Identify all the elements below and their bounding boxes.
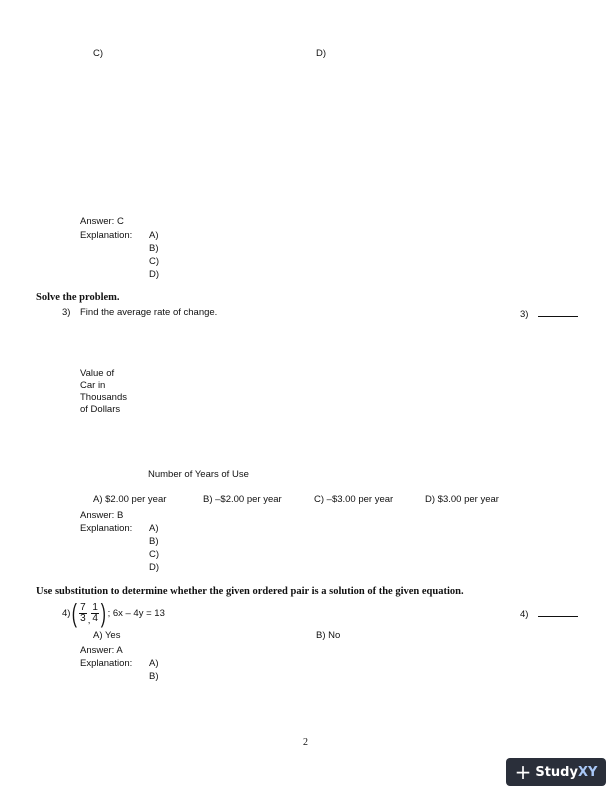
studyxy-badge[interactable] xyxy=(506,758,606,786)
fraction-y-denominator: 4 xyxy=(92,612,98,624)
prev-option-c: C) xyxy=(93,48,104,59)
q3-choice-d: D) $3.00 per year xyxy=(425,494,499,505)
fraction-x-numerator: 7 xyxy=(80,601,86,613)
q3-answer-blank xyxy=(520,307,578,320)
prev-explanation-d: D) xyxy=(149,269,160,280)
q3-explanation-b: B) xyxy=(149,536,159,547)
fraction-x xyxy=(79,603,87,624)
q3-explanation-c: C) xyxy=(149,549,160,560)
fraction-x-denominator: 3 xyxy=(80,612,86,624)
fraction-y xyxy=(91,603,99,624)
q4-answer: Answer: A xyxy=(80,645,123,656)
q3-text: Find the average rate of change. xyxy=(80,307,218,318)
plus-icon: + xyxy=(514,760,532,784)
q3-choice-c: C) –$3.00 per year xyxy=(314,494,394,505)
q3-choice-b: B) –$2.00 per year xyxy=(203,494,282,505)
q3-choice-a: A) $2.00 per year xyxy=(93,494,167,505)
q3-explanation-a: A) xyxy=(149,523,159,534)
prev-explanation-a: A) xyxy=(149,230,159,241)
q4-explanation-a: A) xyxy=(149,658,159,669)
q3-x-axis-label: Number of Years of Use xyxy=(148,469,249,480)
answer-line xyxy=(538,307,578,317)
fraction-y-numerator: 1 xyxy=(92,601,98,613)
y-label-line-3: Thousands xyxy=(80,392,128,403)
q3-number: 3) xyxy=(62,307,71,318)
q3-y-axis-label xyxy=(80,368,127,416)
ordered-pair xyxy=(70,600,107,626)
section-instruction-substitution: Use substitution to determine whether the given ordered pair is a solution of the given equation. xyxy=(36,586,464,597)
page-number: 2 xyxy=(303,737,308,748)
pair-comma: , xyxy=(87,615,91,626)
left-paren: ( xyxy=(72,598,78,628)
y-label-line-2: Car in xyxy=(80,380,106,391)
q4-prompt xyxy=(62,598,165,628)
y-label-line-4: of Dollars xyxy=(80,404,121,415)
prev-explanation-label: Explanation: xyxy=(80,230,133,241)
q4-explanation-b: B) xyxy=(149,671,159,682)
q4-explanation-label: Explanation: xyxy=(80,658,133,669)
prev-explanation-b: B) xyxy=(149,243,159,254)
q4-equation: ; 6x – 4y = 13 xyxy=(107,607,165,619)
section-instruction-solve: Solve the problem. xyxy=(36,292,120,303)
brand-suffix: XY xyxy=(577,764,598,780)
q3-answer: Answer: B xyxy=(80,510,124,521)
q4-answer-blank xyxy=(520,607,578,620)
prev-explanation-c: C) xyxy=(149,256,160,267)
q3-answer-number: 3) xyxy=(520,309,529,320)
brand-prefix: Study xyxy=(535,764,578,780)
right-paren: ) xyxy=(100,598,106,628)
q4-number: 4) xyxy=(62,607,71,619)
y-label-line-1: Value of xyxy=(80,368,115,379)
q4-choice-a: A) Yes xyxy=(93,630,121,641)
prev-option-d: D) xyxy=(316,48,327,59)
q4-answer-number: 4) xyxy=(520,609,529,620)
q3-explanation-label: Explanation: xyxy=(80,523,133,534)
prev-answer: Answer: C xyxy=(80,216,124,227)
q3-explanation-d: D) xyxy=(149,562,160,573)
answer-line xyxy=(538,607,578,617)
q4-choice-b: B) No xyxy=(316,630,341,641)
